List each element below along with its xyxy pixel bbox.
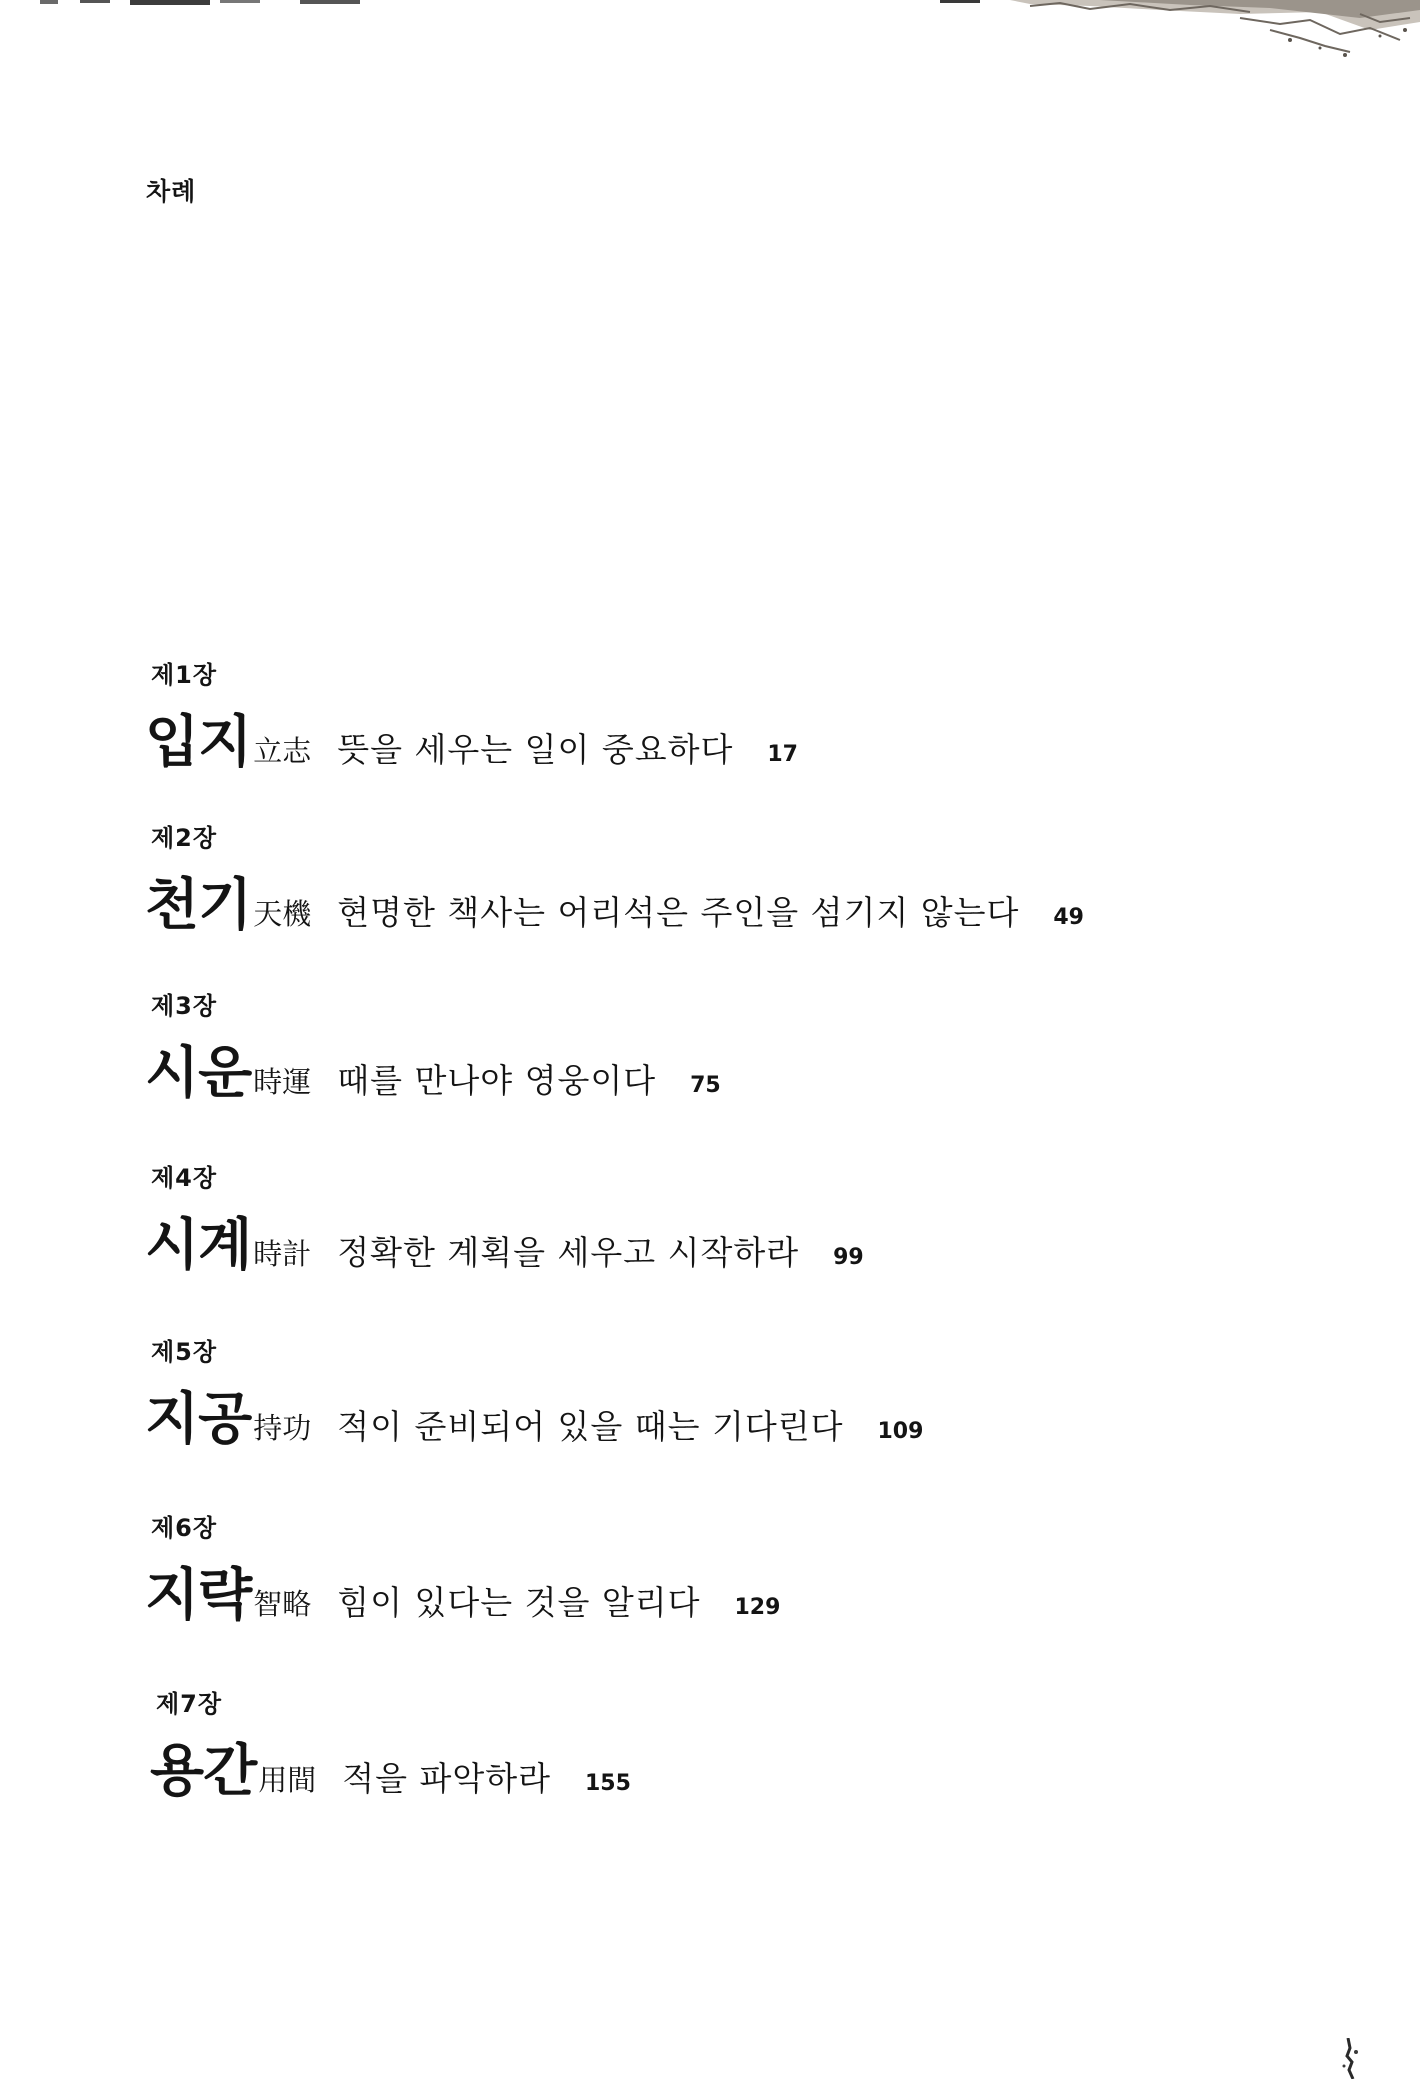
chapter-hanja: 立志 (253, 734, 312, 768)
chapter-title: 지공 (145, 1386, 252, 1452)
chapter-page-number: 129 (734, 1595, 781, 1620)
chapter-page-number: 99 (833, 1245, 864, 1270)
chapter-number: 제6장 (151, 1514, 218, 1542)
chapter-subtitle: 뜻을 세우는 일이 중요하다 (337, 730, 734, 769)
chapter-page-number: 75 (690, 1073, 721, 1098)
chapter-page-number: 49 (1053, 905, 1084, 930)
chapter-title: 천기 (145, 872, 252, 938)
chapter-number: 제1장 (151, 661, 218, 689)
chapter-title: 시계 (145, 1212, 252, 1278)
chapter-hanja: 時計 (253, 1237, 312, 1271)
chapter-hanja: 天機 (253, 897, 312, 931)
chapter-title: 용간 (150, 1738, 257, 1804)
chapter-number: 제5장 (151, 1338, 218, 1366)
chapter-entry (150, 1684, 631, 1807)
chapter-title: 지략 (145, 1562, 252, 1628)
chapter-title: 입지 (145, 709, 252, 775)
chapter-page-number: 17 (767, 742, 798, 767)
chapter-subtitle: 적을 파악하라 (342, 1759, 551, 1798)
chapter-page-number: 155 (584, 1771, 631, 1796)
chapter-hanja: 持功 (253, 1411, 312, 1445)
chapter-number: 제4장 (151, 1164, 218, 1192)
chapter-subtitle: 힘이 있다는 것을 알리다 (337, 1583, 701, 1622)
chapter-number: 제7장 (156, 1690, 223, 1718)
chapter-entry (145, 1158, 864, 1281)
chapter-subtitle: 적이 준비되어 있을 때는 기다린다 (337, 1407, 844, 1446)
chapter-entry (145, 1508, 780, 1631)
chapter-subtitle: 현명한 책사는 어리석은 주인을 섬기지 않는다 (337, 893, 1020, 932)
chapter-entry (145, 818, 1084, 941)
chapter-hanja: 智略 (253, 1587, 312, 1621)
chapter-number: 제3장 (151, 992, 218, 1020)
chapter-subtitle: 때를 만나야 영웅이다 (337, 1061, 657, 1100)
scan-corner-mark (1336, 2038, 1366, 2079)
chapter-entry (145, 986, 721, 1109)
chapter-entry (145, 1332, 923, 1455)
page-title: 차례 (146, 177, 197, 206)
chapter-number: 제2장 (151, 824, 218, 852)
chapter-hanja: 用間 (258, 1763, 317, 1797)
chapter-entry (145, 655, 798, 778)
chapter-page-number: 109 (877, 1419, 924, 1444)
chapter-hanja: 時運 (253, 1065, 312, 1099)
chapter-title: 시운 (145, 1040, 252, 1106)
chapter-subtitle: 정확한 계획을 세우고 시작하라 (337, 1233, 800, 1272)
